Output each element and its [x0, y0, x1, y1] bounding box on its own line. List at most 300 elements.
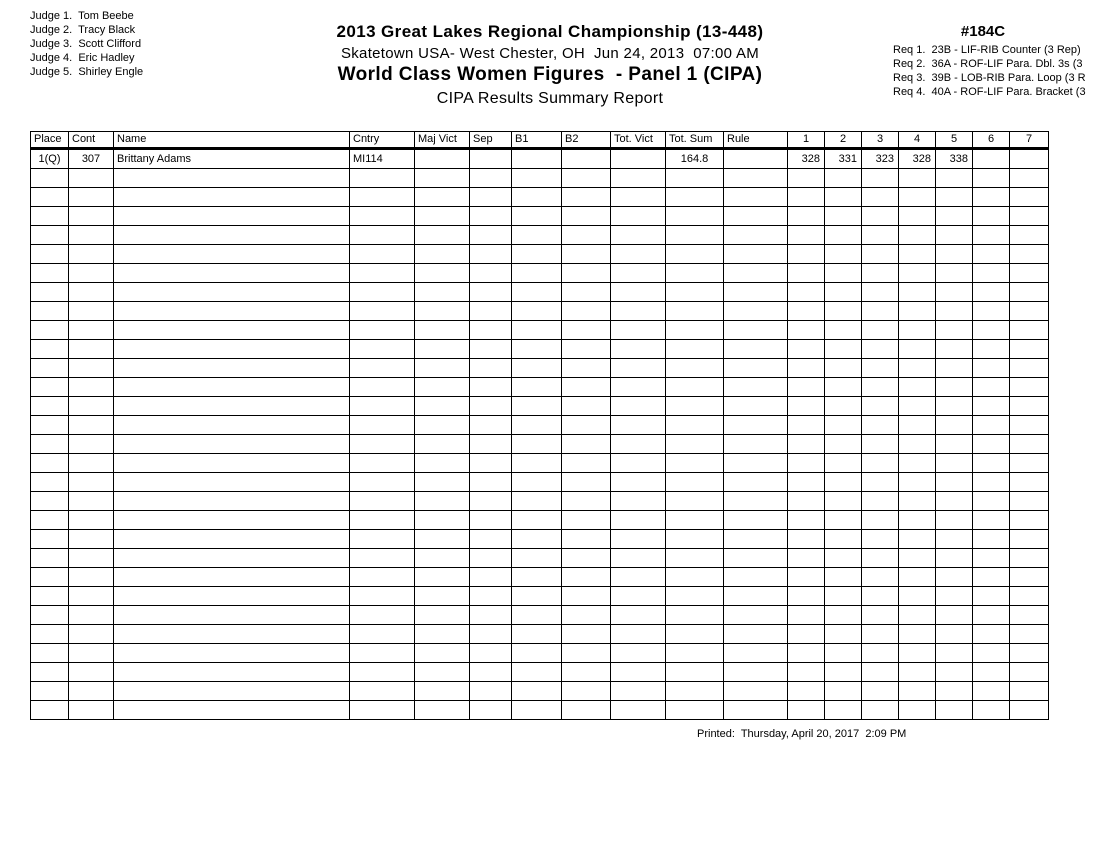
- table-cell: [788, 188, 825, 207]
- table-cell: [788, 207, 825, 226]
- table-cell: [825, 188, 862, 207]
- table-row: [31, 454, 1049, 473]
- table-cell: [724, 530, 788, 549]
- table-cell: [415, 245, 470, 264]
- table-cell: [973, 530, 1010, 549]
- table-cell: [562, 492, 611, 511]
- table-cell: [114, 454, 350, 473]
- table-cell: [1010, 359, 1049, 378]
- table-cell: [350, 549, 415, 568]
- table-cell: [562, 625, 611, 644]
- table-cell: [350, 511, 415, 530]
- table-cell: [666, 435, 724, 454]
- table-cell: [936, 606, 973, 625]
- table-cell: [114, 511, 350, 530]
- table-cell: [973, 511, 1010, 530]
- table-cell: [973, 264, 1010, 283]
- table-cell: [936, 568, 973, 587]
- table-cell: [862, 435, 899, 454]
- table-cell: [973, 644, 1010, 663]
- table-cell: [936, 492, 973, 511]
- requirement-line: Req 1. 23B - LIF-RIB Counter (3 Rep): [893, 44, 1081, 56]
- table-cell: [69, 226, 114, 245]
- table-cell: [788, 606, 825, 625]
- table-cell: [350, 701, 415, 720]
- table-row: [31, 397, 1049, 416]
- table-cell: [470, 302, 512, 321]
- table-cell: [825, 226, 862, 245]
- table-row: [31, 378, 1049, 397]
- table-cell: [350, 283, 415, 302]
- table-cell: [724, 188, 788, 207]
- table-cell: [724, 587, 788, 606]
- table-cell: [973, 473, 1010, 492]
- table-cell: [936, 264, 973, 283]
- table-cell: [825, 568, 862, 587]
- table-cell: [899, 302, 936, 321]
- table-cell: [114, 321, 350, 340]
- table-row: [31, 188, 1049, 207]
- table-cell: [415, 549, 470, 568]
- table-row: [31, 682, 1049, 701]
- table-cell: [1010, 302, 1049, 321]
- table-cell: [666, 169, 724, 188]
- table-cell: [512, 530, 562, 549]
- table-cell: [470, 549, 512, 568]
- table-cell: [562, 378, 611, 397]
- table-cell: [512, 701, 562, 720]
- table-cell: [862, 416, 899, 435]
- table-cell: [973, 701, 1010, 720]
- table-cell: [562, 549, 611, 568]
- table-cell: [31, 245, 69, 264]
- table-cell: [862, 226, 899, 245]
- table-cell: [724, 397, 788, 416]
- table-cell: [470, 245, 512, 264]
- table-cell: [666, 302, 724, 321]
- table-cell: [611, 454, 666, 473]
- table-cell: [470, 321, 512, 340]
- table-cell: [611, 264, 666, 283]
- table-cell: [1010, 264, 1049, 283]
- table-cell: [562, 644, 611, 663]
- table-cell: [69, 682, 114, 701]
- table-cell: [611, 340, 666, 359]
- table-cell: [899, 378, 936, 397]
- table-cell: [973, 226, 1010, 245]
- table-cell: [1010, 207, 1049, 226]
- table-row: [31, 568, 1049, 587]
- table-cell: [788, 340, 825, 359]
- column-header: Sep: [470, 132, 512, 149]
- table-cell: Brittany Adams: [114, 149, 350, 169]
- table-cell: [788, 226, 825, 245]
- table-cell: [1010, 454, 1049, 473]
- table-cell: [611, 321, 666, 340]
- table-cell: [562, 587, 611, 606]
- table-cell: [899, 188, 936, 207]
- table-cell: [350, 492, 415, 511]
- table-cell: [31, 606, 69, 625]
- table-cell: [470, 264, 512, 283]
- table-cell: [31, 568, 69, 587]
- table-cell: [862, 169, 899, 188]
- table-cell: [862, 397, 899, 416]
- table-cell: [1010, 397, 1049, 416]
- table-cell: 338: [936, 149, 973, 169]
- column-header: Name: [114, 132, 350, 149]
- table-cell: [724, 682, 788, 701]
- table-cell: [350, 625, 415, 644]
- table-cell: 328: [899, 149, 936, 169]
- table-cell: [562, 663, 611, 682]
- table-cell: [31, 188, 69, 207]
- table-row: [31, 149, 1049, 169]
- table-cell: [470, 149, 512, 169]
- table-cell: [562, 454, 611, 473]
- table-cell: [114, 492, 350, 511]
- table-cell: [862, 283, 899, 302]
- judge-line: Judge 3. Scott Clifford: [30, 38, 142, 50]
- table-cell: [899, 625, 936, 644]
- table-cell: [114, 302, 350, 321]
- table-cell: [31, 302, 69, 321]
- table-cell: [611, 283, 666, 302]
- table-cell: [69, 530, 114, 549]
- table-cell: [666, 473, 724, 492]
- table-cell: [415, 530, 470, 549]
- table-cell: [936, 397, 973, 416]
- table-cell: [1010, 701, 1049, 720]
- table-cell: [973, 245, 1010, 264]
- table-cell: [69, 207, 114, 226]
- table-cell: [899, 245, 936, 264]
- table-cell: [788, 359, 825, 378]
- table-cell: [611, 245, 666, 264]
- table-cell: [862, 473, 899, 492]
- table-cell: [562, 416, 611, 435]
- table-cell: [825, 473, 862, 492]
- table-cell: [788, 701, 825, 720]
- table-cell: [724, 625, 788, 644]
- table-cell: [350, 416, 415, 435]
- table-cell: [415, 606, 470, 625]
- table-cell: [666, 644, 724, 663]
- table-cell: [788, 245, 825, 264]
- table-cell: [31, 359, 69, 378]
- table-row: [31, 587, 1049, 606]
- table-cell: [562, 606, 611, 625]
- table-cell: [470, 492, 512, 511]
- table-cell: [31, 397, 69, 416]
- table-cell: [724, 264, 788, 283]
- table-cell: [350, 226, 415, 245]
- table-cell: [666, 283, 724, 302]
- table-cell: [114, 283, 350, 302]
- table-cell: [1010, 644, 1049, 663]
- table-cell: [788, 473, 825, 492]
- table-cell: [350, 264, 415, 283]
- column-header: Place: [31, 132, 69, 149]
- table-cell: [1010, 188, 1049, 207]
- table-cell: [114, 416, 350, 435]
- table-cell: [114, 663, 350, 682]
- table-cell: [666, 454, 724, 473]
- table-cell: [825, 245, 862, 264]
- table-cell: [788, 625, 825, 644]
- table-cell: [415, 359, 470, 378]
- table-cell: [114, 549, 350, 568]
- table-cell: [1010, 663, 1049, 682]
- judge-line: Judge 2. Tracy Black: [30, 24, 136, 36]
- table-cell: [1010, 473, 1049, 492]
- table-cell: [973, 359, 1010, 378]
- table-cell: [114, 359, 350, 378]
- event-class-title: World Class Women Figures - Panel 1 (CIPA): [337, 64, 763, 85]
- table-cell: [973, 149, 1010, 169]
- table-cell: [666, 378, 724, 397]
- table-header-row: [31, 132, 1049, 149]
- table-cell: [899, 511, 936, 530]
- table-cell: [936, 245, 973, 264]
- table-cell: [1010, 435, 1049, 454]
- table-body: [31, 149, 1049, 720]
- table-cell: [825, 663, 862, 682]
- table-cell: [973, 416, 1010, 435]
- table-cell: [936, 416, 973, 435]
- table-cell: [936, 207, 973, 226]
- table-cell: [350, 245, 415, 264]
- table-cell: [788, 549, 825, 568]
- column-header: 1: [788, 132, 825, 149]
- results-table: [30, 131, 1049, 720]
- table-cell: [562, 245, 611, 264]
- table-cell: [415, 663, 470, 682]
- table-cell: [69, 321, 114, 340]
- table-row: [31, 549, 1049, 568]
- table-cell: [114, 226, 350, 245]
- table-cell: [973, 587, 1010, 606]
- table-cell: [788, 169, 825, 188]
- table-cell: [69, 397, 114, 416]
- table-cell: [69, 587, 114, 606]
- table-cell: [611, 416, 666, 435]
- table-cell: [69, 264, 114, 283]
- table-row: [31, 644, 1049, 663]
- table-cell: [562, 511, 611, 530]
- table-cell: [973, 663, 1010, 682]
- judge-line: Judge 5. Shirley Engle: [30, 66, 144, 78]
- table-cell: [666, 397, 724, 416]
- table-cell: [470, 625, 512, 644]
- table-cell: [1010, 606, 1049, 625]
- table-cell: [69, 606, 114, 625]
- table-cell: [666, 416, 724, 435]
- table-cell: [31, 416, 69, 435]
- table-cell: [936, 188, 973, 207]
- table-cell: [666, 188, 724, 207]
- table-cell: [415, 454, 470, 473]
- table-cell: [611, 359, 666, 378]
- table-cell: [862, 321, 899, 340]
- table-cell: [31, 530, 69, 549]
- table-row: [31, 283, 1049, 302]
- table-cell: [114, 568, 350, 587]
- table-cell: [415, 340, 470, 359]
- table-cell: [69, 340, 114, 359]
- table-cell: [512, 340, 562, 359]
- table-cell: [512, 245, 562, 264]
- table-cell: [114, 340, 350, 359]
- table-cell: [936, 302, 973, 321]
- table-cell: [512, 149, 562, 169]
- table-cell: [611, 568, 666, 587]
- table-cell: [1010, 511, 1049, 530]
- table-cell: [69, 663, 114, 682]
- table-cell: [899, 549, 936, 568]
- table-cell: [1010, 226, 1049, 245]
- table-cell: [512, 606, 562, 625]
- table-cell: [788, 378, 825, 397]
- table-cell: [788, 302, 825, 321]
- judge-line: Judge 1. Tom Beebe: [30, 10, 134, 22]
- table-cell: [611, 663, 666, 682]
- table-cell: [114, 644, 350, 663]
- table-cell: [724, 226, 788, 245]
- table-cell: [973, 378, 1010, 397]
- table-cell: [562, 435, 611, 454]
- table-cell: [666, 549, 724, 568]
- table-cell: [512, 454, 562, 473]
- table-cell: [31, 701, 69, 720]
- printed-timestamp: Printed: Thursday, April 20, 2017 2:09 PM: [697, 728, 907, 740]
- table-cell: [724, 378, 788, 397]
- table-cell: [114, 530, 350, 549]
- table-cell: [973, 283, 1010, 302]
- table-cell: [724, 169, 788, 188]
- table-cell: [936, 359, 973, 378]
- table-cell: [415, 264, 470, 283]
- table-cell: [862, 625, 899, 644]
- table-cell: [899, 473, 936, 492]
- table-cell: [899, 359, 936, 378]
- table-cell: [114, 606, 350, 625]
- table-cell: [788, 416, 825, 435]
- table-cell: [1010, 283, 1049, 302]
- table-cell: [973, 435, 1010, 454]
- table-cell: [862, 359, 899, 378]
- table-cell: [611, 473, 666, 492]
- table-cell: [788, 587, 825, 606]
- table-cell: [666, 701, 724, 720]
- table-cell: [825, 397, 862, 416]
- table-cell: [415, 625, 470, 644]
- table-cell: [936, 283, 973, 302]
- table-cell: [788, 321, 825, 340]
- table-cell: [1010, 587, 1049, 606]
- table-cell: [350, 587, 415, 606]
- table-cell: [936, 226, 973, 245]
- table-cell: [825, 378, 862, 397]
- table-cell: [862, 340, 899, 359]
- table-cell: [415, 149, 470, 169]
- table-cell: [69, 283, 114, 302]
- table-cell: [899, 606, 936, 625]
- table-row: [31, 340, 1049, 359]
- table-cell: [562, 473, 611, 492]
- column-header: Tot. Vict: [611, 132, 666, 149]
- table-cell: [31, 340, 69, 359]
- table-cell: [470, 283, 512, 302]
- table-cell: [825, 454, 862, 473]
- table-cell: [69, 492, 114, 511]
- table-cell: [69, 625, 114, 644]
- table-cell: [114, 682, 350, 701]
- table-cell: [825, 606, 862, 625]
- table-cell: [31, 454, 69, 473]
- judge-line: Judge 4. Eric Hadley: [30, 52, 135, 64]
- table-cell: [114, 701, 350, 720]
- table-cell: [936, 454, 973, 473]
- table-cell: [611, 378, 666, 397]
- table-cell: [470, 359, 512, 378]
- table-cell: [470, 644, 512, 663]
- table-cell: [470, 663, 512, 682]
- column-header: Maj Vict: [415, 132, 470, 149]
- table-cell: [724, 701, 788, 720]
- table-cell: [973, 492, 1010, 511]
- table-cell: [512, 492, 562, 511]
- table-cell: [973, 302, 1010, 321]
- table-cell: [973, 625, 1010, 644]
- table-cell: [415, 188, 470, 207]
- table-cell: [825, 416, 862, 435]
- table-cell: [724, 511, 788, 530]
- table-cell: [1010, 492, 1049, 511]
- table-cell: [31, 549, 69, 568]
- column-header: 4: [899, 132, 936, 149]
- table-cell: [562, 530, 611, 549]
- table-cell: [415, 587, 470, 606]
- table-cell: [724, 492, 788, 511]
- table-cell: [114, 207, 350, 226]
- table-cell: [724, 207, 788, 226]
- table-cell: [415, 473, 470, 492]
- table-cell: [666, 511, 724, 530]
- table-cell: [788, 264, 825, 283]
- table-cell: [350, 340, 415, 359]
- table-cell: [350, 378, 415, 397]
- table-cell: [114, 397, 350, 416]
- table-cell: [31, 264, 69, 283]
- table-cell: [825, 644, 862, 663]
- table-cell: [1010, 169, 1049, 188]
- table-cell: [936, 701, 973, 720]
- table-cell: [114, 473, 350, 492]
- table-cell: [724, 435, 788, 454]
- table-cell: [862, 587, 899, 606]
- table-cell: [724, 302, 788, 321]
- table-cell: [31, 644, 69, 663]
- table-cell: [415, 397, 470, 416]
- table-cell: [666, 663, 724, 682]
- table-cell: [562, 682, 611, 701]
- table-cell: [899, 701, 936, 720]
- table-cell: [31, 625, 69, 644]
- table-cell: [562, 169, 611, 188]
- table-cell: [512, 226, 562, 245]
- table-cell: [470, 416, 512, 435]
